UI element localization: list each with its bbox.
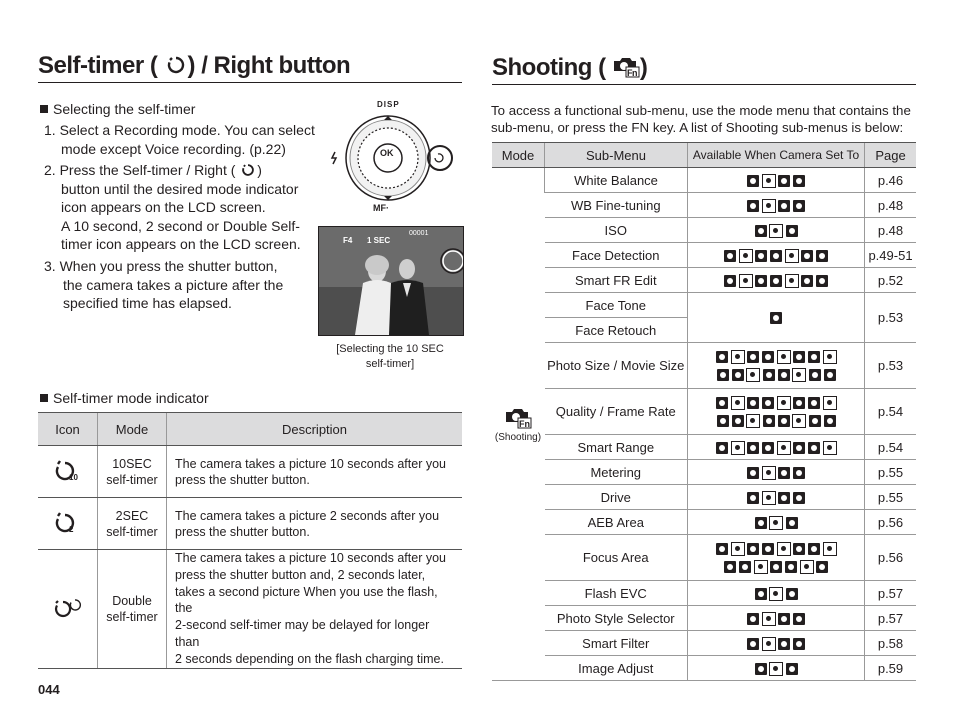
mode-icon — [747, 200, 759, 212]
mode-icon — [747, 467, 759, 479]
title-rule-left — [38, 82, 462, 83]
table-header-row — [38, 413, 462, 446]
page-ref: p.48 — [865, 193, 917, 218]
mode-label: Shooting — [498, 432, 538, 443]
available-modes — [688, 535, 865, 581]
mode-icon — [808, 397, 820, 409]
title-rule-right — [492, 84, 916, 85]
submenu-name: Quality / Frame Rate — [545, 389, 688, 435]
mode-icon — [777, 396, 791, 410]
mode-icon — [793, 638, 805, 650]
control-dial — [330, 100, 455, 220]
submenu-name: Image Adjust — [545, 656, 688, 681]
submenu-name: Smart Filter — [545, 631, 688, 656]
mode-icon — [793, 397, 805, 409]
mode-icon — [785, 249, 799, 263]
mode-icon — [747, 543, 759, 555]
intro-text: To access a functional sub-menu, use the mode menu that contains the sub-menu, or press the FN key. A list of Shooting sub-menus is below: — [491, 103, 911, 135]
mode-icon — [800, 560, 814, 574]
page-ref: p.54 — [865, 389, 917, 435]
available-modes — [688, 485, 865, 510]
mode-icon — [739, 274, 753, 288]
lcd-screen — [318, 226, 464, 336]
mode-icon — [739, 561, 751, 573]
page-ref: p.56 — [865, 535, 917, 581]
table-row — [492, 243, 916, 268]
camera-fn-icon — [612, 54, 640, 78]
steps-heading: Selecting the self-timer — [40, 100, 195, 119]
table-row — [492, 293, 916, 318]
mode-icon — [792, 368, 806, 382]
available-modes — [688, 460, 865, 485]
available-modes — [688, 343, 865, 389]
mode-icon — [793, 467, 805, 479]
available-modes — [688, 656, 865, 681]
mode-icon — [809, 369, 821, 381]
mode-icon — [770, 312, 782, 324]
mode-icon — [801, 275, 813, 287]
mode-icon — [716, 397, 728, 409]
mode-icon — [823, 396, 837, 410]
mode-icon — [747, 492, 759, 504]
mode-icon — [762, 491, 776, 505]
mode-icon — [777, 350, 791, 364]
mode-icon — [816, 275, 828, 287]
available-modes — [688, 168, 865, 193]
mode-icon — [786, 588, 798, 600]
mode-cell: Fn (Shooting) — [492, 168, 545, 681]
available-modes — [688, 193, 865, 218]
timer-double-icon — [38, 550, 98, 669]
mode-icon — [801, 250, 813, 262]
mode-icon — [716, 351, 728, 363]
timer-10sec-icon — [38, 446, 98, 498]
step-2: 2. Press the Self-timer / Right ( ) button until the desired mode indicator icon appears on the LCD screen. A 10 second, 2 second or Double Self- timer icon appears on the LCD screen. — [44, 162, 301, 252]
table-row — [492, 268, 916, 293]
mode-icon — [746, 368, 760, 382]
available-modes — [688, 606, 865, 631]
dial-mf-label: MF· — [373, 203, 389, 213]
page-ref: p.54 — [865, 435, 917, 460]
table-row — [492, 606, 916, 631]
table-row — [492, 656, 916, 681]
page-ref: p.59 — [865, 656, 917, 681]
mode-icon — [808, 351, 820, 363]
mode-icon — [786, 663, 798, 675]
mode-icon — [816, 561, 828, 573]
mode-icon — [762, 351, 774, 363]
mode-icon — [809, 415, 821, 427]
mode-icon — [747, 175, 759, 187]
mode-icon — [793, 351, 805, 363]
mode-icon — [731, 350, 745, 364]
page-ref: p.55 — [865, 460, 917, 485]
lcd-aperture: F4 — [343, 236, 353, 245]
table-row — [492, 168, 916, 193]
mode-icon — [793, 492, 805, 504]
svg-text:Fn: Fn — [626, 68, 637, 78]
description-cell: The camera takes a picture 10 seconds after you press the shutter button and, 2 seconds later, takes a second picture When you use the flash, the 2-second self-timer may be delayed for longer than 2 seconds depending on the flash charging time. — [167, 550, 463, 669]
submenu-name: WB Fine-tuning — [545, 193, 688, 218]
mode-icon — [785, 274, 799, 288]
page-number: 044 — [38, 682, 60, 697]
mode-icon — [724, 250, 736, 262]
mode-icon — [770, 275, 782, 287]
page-ref: p.57 — [865, 581, 917, 606]
submenu-name: Photo Style Selector — [545, 606, 688, 631]
mode-icon — [762, 174, 776, 188]
mode-icon — [747, 638, 759, 650]
page-ref: p.53 — [865, 293, 917, 343]
self-timer-icon — [241, 163, 255, 177]
col-mode: Mode — [492, 143, 545, 168]
page-ref: p.46 — [865, 168, 917, 193]
step-3: 3. When you press the shutter button, the camera takes a picture after the specified time has elapsed. — [44, 258, 284, 311]
mode-icon — [731, 396, 745, 410]
table-row — [38, 550, 462, 669]
mode-icon — [793, 442, 805, 454]
page-ref: p.57 — [865, 606, 917, 631]
submenu-name: Smart Range — [545, 435, 688, 460]
mode-icon — [824, 369, 836, 381]
mode-icon — [777, 441, 791, 455]
mode-icon — [732, 369, 744, 381]
available-modes — [688, 293, 865, 343]
mode-icon — [762, 637, 776, 651]
mode-icon — [786, 517, 798, 529]
available-modes — [688, 435, 865, 460]
shooting-submenu-table — [492, 142, 916, 681]
table-row — [492, 218, 916, 243]
mode-icon — [717, 369, 729, 381]
submenu-name: Metering — [545, 460, 688, 485]
svg-text:10: 10 — [68, 473, 78, 481]
mode-icon — [731, 542, 745, 556]
lcd-caption: [Selecting the 10 SEC self-timer] — [336, 343, 444, 370]
dial-disp-label: DISP — [377, 100, 400, 109]
page-ref: p.49-51 — [865, 243, 917, 268]
submenu-name: Drive — [545, 485, 688, 510]
mode-icon — [770, 561, 782, 573]
table-row — [492, 631, 916, 656]
table-row — [38, 446, 462, 498]
mode-icon — [755, 517, 767, 529]
page-title-left: Self-timer ( ) / Right button — [38, 52, 351, 79]
mode-icon — [755, 588, 767, 600]
mode-icon — [763, 415, 775, 427]
mode-icon — [747, 613, 759, 625]
submenu-name: ISO — [545, 218, 688, 243]
svg-text:2: 2 — [68, 525, 73, 533]
col-icon: Icon — [38, 413, 98, 446]
mode-icon — [793, 200, 805, 212]
mode-icon — [762, 442, 774, 454]
page-ref: p.55 — [865, 485, 917, 510]
col-available: Available When Camera Set To — [688, 143, 865, 168]
col-submenu: Sub-Menu — [545, 143, 688, 168]
available-modes — [688, 510, 865, 535]
mode-icon — [769, 516, 783, 530]
submenu-name: Face Retouch — [545, 318, 688, 343]
svg-text:Fn: Fn — [519, 419, 530, 429]
mode-icon — [793, 543, 805, 555]
mode-icon — [824, 415, 836, 427]
mode-icon — [716, 543, 728, 555]
mode-icon — [755, 225, 767, 237]
table-row — [492, 343, 916, 389]
available-modes — [688, 268, 865, 293]
lcd-count: 00001 — [409, 230, 429, 237]
mode-icon — [786, 225, 798, 237]
camera-fn-icon — [504, 405, 532, 429]
step-1: 1. Select a Recording mode. You can select mode except Voice recording. (p.22) — [44, 122, 315, 157]
mode-icon — [762, 397, 774, 409]
table-row — [492, 389, 916, 435]
page-ref: p.56 — [865, 510, 917, 535]
mode-icon — [823, 441, 837, 455]
mode-icon — [732, 415, 744, 427]
page-ref: p.52 — [865, 268, 917, 293]
mode-icon — [762, 543, 774, 555]
timer-2sec-icon — [38, 498, 98, 550]
mode-icon — [755, 663, 767, 675]
control-dial-illustration — [330, 100, 455, 220]
mode-icon — [793, 613, 805, 625]
mode-icon — [746, 414, 760, 428]
table-row — [492, 510, 916, 535]
submenu-name: Flash EVC — [545, 581, 688, 606]
table-row — [492, 485, 916, 510]
mode-icon — [717, 415, 729, 427]
col-description: Description — [167, 413, 463, 446]
mode-icon — [778, 415, 790, 427]
page-ref: p.53 — [865, 343, 917, 389]
mode-icon — [716, 442, 728, 454]
submenu-name: White Balance — [545, 168, 688, 193]
available-modes — [688, 631, 865, 656]
page-ref: p.58 — [865, 631, 917, 656]
col-mode: Mode — [98, 413, 167, 446]
table-row — [492, 435, 916, 460]
mode-icon — [763, 369, 775, 381]
lcd-shutter: 1 SEC — [367, 236, 391, 245]
submenu-name: Face Detection — [545, 243, 688, 268]
mode-icon — [793, 175, 805, 187]
mode-icon — [778, 369, 790, 381]
mode-icon — [770, 250, 782, 262]
mode-icon — [808, 442, 820, 454]
description-cell: The camera takes a picture 2 seconds after you press the shutter button. — [167, 498, 463, 550]
available-modes — [688, 218, 865, 243]
submenu-name: Face Tone — [545, 293, 688, 318]
mode-icon — [769, 224, 783, 238]
submenu-name: Smart FR Edit — [545, 268, 688, 293]
mode-icon — [816, 250, 828, 262]
self-timer-icon — [166, 55, 186, 75]
mode-icon — [754, 560, 768, 574]
mode-cell: 10SEC self-timer — [98, 446, 167, 498]
mode-icon — [777, 542, 791, 556]
table-row — [492, 581, 916, 606]
self-timer-table — [38, 412, 462, 669]
available-modes — [688, 243, 865, 268]
mode-icon — [778, 200, 790, 212]
mode-icon — [747, 351, 759, 363]
mode-icon — [762, 199, 776, 213]
table-row — [38, 498, 462, 550]
mode-icon — [778, 613, 790, 625]
page-title-right: Shooting ( Fn ) — [492, 54, 648, 81]
table-header-row — [492, 143, 916, 168]
submenu-name: AEB Area — [545, 510, 688, 535]
mode-icon — [778, 467, 790, 479]
table-row — [492, 460, 916, 485]
mode-cell: 2SEC self-timer — [98, 498, 167, 550]
description-cell: The camera takes a picture 10 seconds after you press the shutter button. — [167, 446, 463, 498]
submenu-name: Photo Size / Movie Size — [545, 343, 688, 389]
mode-icon — [769, 662, 783, 676]
mode-icon — [808, 543, 820, 555]
mode-cell: Double self-timer — [98, 550, 167, 669]
mode-icon — [755, 250, 767, 262]
submenu-name: Focus Area — [545, 535, 688, 581]
available-modes — [688, 581, 865, 606]
mode-icon — [778, 175, 790, 187]
table-row — [492, 193, 916, 218]
available-modes — [688, 389, 865, 435]
mode-icon — [747, 397, 759, 409]
mode-icon — [778, 492, 790, 504]
col-page: Page — [865, 143, 917, 168]
dial-ok-label: OK — [380, 148, 394, 158]
table-row — [492, 535, 916, 581]
mode-icon — [778, 638, 790, 650]
mode-icon — [823, 350, 837, 364]
mode-icon — [755, 275, 767, 287]
mode-icon — [739, 249, 753, 263]
mode-icon — [731, 441, 745, 455]
lcd-photo — [319, 227, 463, 335]
mode-icon — [792, 414, 806, 428]
mode-icon — [747, 442, 759, 454]
mode-icon — [762, 466, 776, 480]
mode-icon — [762, 612, 776, 626]
mode-icon — [724, 561, 736, 573]
mode-icon — [823, 542, 837, 556]
mode-icon — [785, 561, 797, 573]
indicator-heading: Self-timer mode indicator — [40, 389, 209, 408]
mode-icon — [724, 275, 736, 287]
mode-icon — [769, 587, 783, 601]
page-ref: p.48 — [865, 218, 917, 243]
